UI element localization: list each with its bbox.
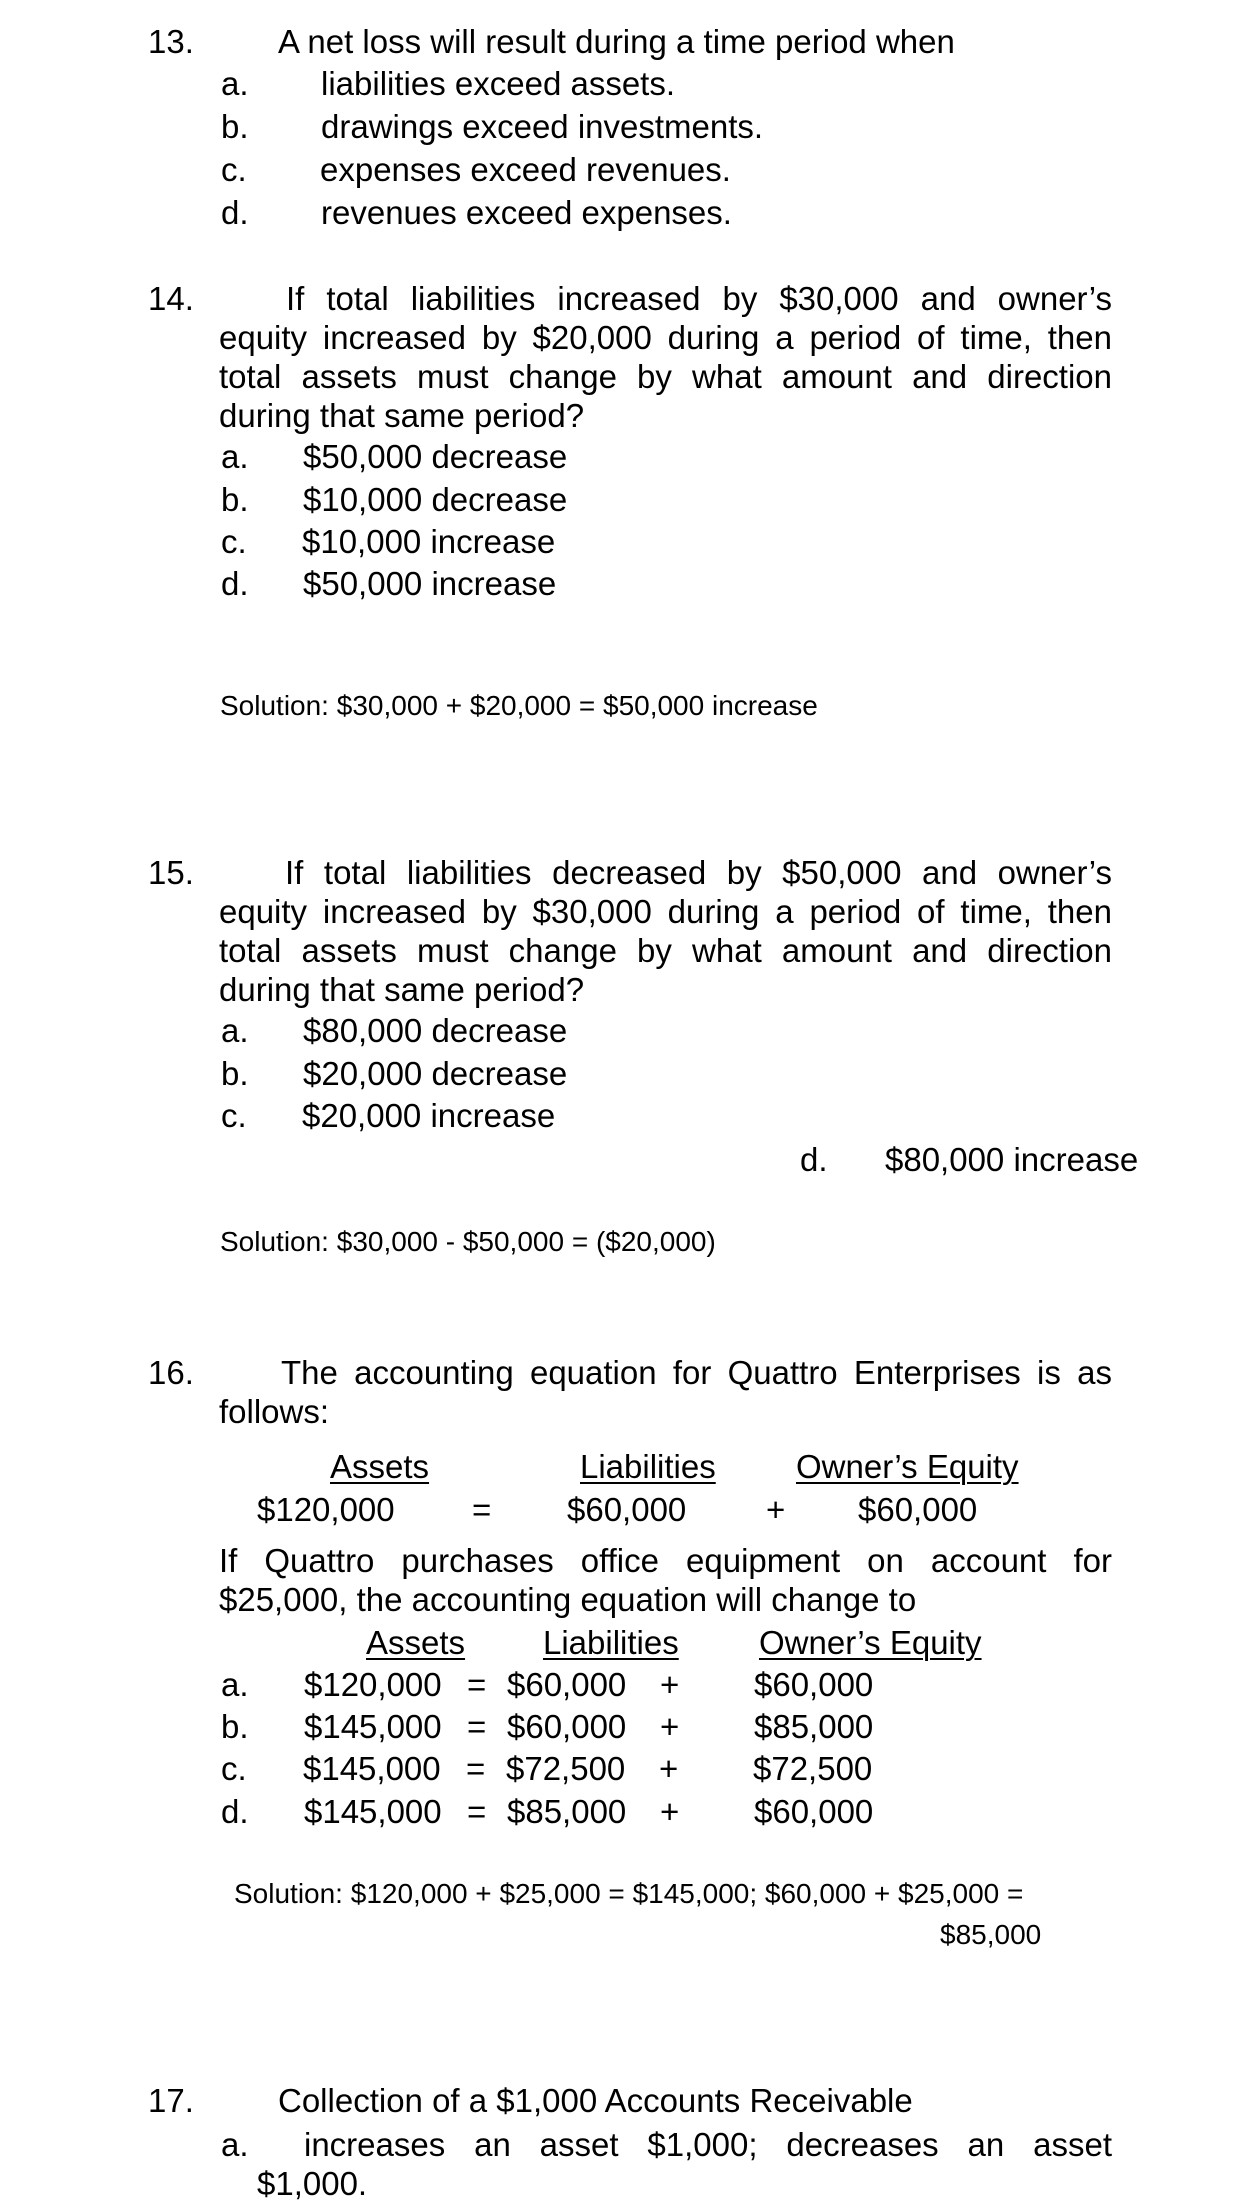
option-letter: a. [221, 65, 249, 102]
solution-text: Solution: $30,000 + $20,000 = $50,000 increase [220, 690, 818, 721]
option-equity: $60,000 [754, 1793, 874, 1830]
option-plus: + [660, 1666, 680, 1703]
question-number: 15. [148, 854, 194, 891]
option-letter: d. [221, 565, 249, 602]
question-number: 13. [148, 23, 194, 60]
options-header-assets: Assets [366, 1624, 466, 1661]
option-letter: b. [221, 1055, 249, 1092]
option-assets: $145,000 [303, 1750, 441, 1787]
option-liabilities: $72,500 [506, 1750, 626, 1787]
option-text: $20,000 increase [302, 1097, 556, 1134]
option-text: $80,000 decrease [303, 1012, 568, 1049]
option-letter: d. [800, 1141, 828, 1178]
question-stem-line: If total liabilities increased by $30,000 and owner’s [286, 280, 1112, 317]
option-equity: $85,000 [754, 1708, 874, 1745]
equation-equals: = [472, 1491, 492, 1528]
question-stem-line: during that same period? [219, 397, 585, 434]
equation-equity-value: $60,000 [858, 1491, 978, 1528]
option-letter: b. [221, 1708, 249, 1745]
option-text: $20,000 decrease [303, 1055, 568, 1092]
question-stem-line: equity increased by $20,000 during a period of time, then [219, 319, 1112, 356]
followup-line: $25,000, the accounting equation will change to [219, 1581, 917, 1618]
option-text: expenses exceed revenues. [320, 151, 731, 188]
option-liabilities: $85,000 [507, 1793, 627, 1830]
options-header-liabilities: Liabilities [543, 1624, 679, 1661]
option-text: liabilities exceed assets. [321, 65, 676, 102]
solution-text-continued: $85,000 [940, 1919, 1042, 1950]
question-stem-line: If total liabilities decreased by $50,000 and owner’s [285, 854, 1112, 891]
solution-text: Solution: $120,000 + $25,000 = $145,000; $60,000 + $25,000 = [234, 1878, 1024, 1909]
followup-line: If Quattro purchases office equipment on account for [219, 1542, 1112, 1579]
option-letter: a. [221, 438, 249, 475]
option-letter: c. [221, 523, 247, 560]
option-text: $80,000 increase [885, 1141, 1139, 1178]
option-assets: $145,000 [304, 1793, 442, 1830]
option-plus: + [659, 1750, 679, 1787]
option-equals: = [467, 1666, 487, 1703]
option-letter: b. [221, 481, 249, 518]
question-stem-line: equity increased by $30,000 during a period of time, then [219, 893, 1112, 930]
option-letter: d. [221, 194, 249, 231]
question-stem-line: follows: [219, 1393, 330, 1430]
question-number: 14. [148, 280, 194, 317]
question-stem: A net loss will result during a time period when [278, 23, 955, 60]
option-equals: = [466, 1750, 486, 1787]
option-equity: $60,000 [754, 1666, 874, 1703]
option-text-continued: $1,000. [257, 2165, 368, 2202]
equation-plus: + [766, 1491, 786, 1528]
question-number: 16. [148, 1354, 194, 1391]
question-stem-line: The accounting equation for Quattro Enterprises is as [281, 1354, 1112, 1391]
question-number: 17. [148, 2082, 194, 2119]
option-letter: b. [221, 108, 249, 145]
option-text: increases an asset $1,000; decreases an asset [304, 2126, 1112, 2163]
equation-header-liabilities: Liabilities [580, 1448, 716, 1485]
option-text: $10,000 increase [302, 523, 556, 560]
equation-header-assets: Assets [330, 1448, 430, 1485]
question-stem-line: total assets must change by what amount and direction [219, 358, 1112, 395]
option-liabilities: $60,000 [507, 1666, 627, 1703]
question-stem-line: total assets must change by what amount and direction [219, 932, 1112, 969]
option-text: revenues exceed expenses. [321, 194, 732, 231]
option-letter: a. [221, 2126, 249, 2163]
option-equals: = [467, 1708, 487, 1745]
option-text: $10,000 decrease [303, 481, 568, 518]
equation-assets-value: $120,000 [257, 1491, 395, 1528]
option-plus: + [660, 1708, 680, 1745]
option-liabilities: $60,000 [507, 1708, 627, 1745]
option-letter: a. [221, 1666, 249, 1703]
solution-text: Solution: $30,000 - $50,000 = ($20,000) [220, 1226, 716, 1257]
option-letter: a. [221, 1012, 249, 1049]
option-letter: d. [221, 1793, 249, 1830]
option-plus: + [660, 1793, 680, 1830]
question-stem-line: during that same period? [219, 971, 585, 1008]
question-stem: Collection of a $1,000 Accounts Receivable [278, 2082, 913, 2119]
equation-header-equity: Owner’s Equity [796, 1448, 1019, 1485]
option-assets: $120,000 [304, 1666, 442, 1703]
option-equals: = [467, 1793, 487, 1830]
option-equity: $72,500 [753, 1750, 873, 1787]
option-assets: $145,000 [304, 1708, 442, 1745]
option-letter: c. [221, 1097, 247, 1134]
option-letter: c. [221, 1750, 247, 1787]
option-text: drawings exceed investments. [321, 108, 764, 145]
equation-liabilities-value: $60,000 [567, 1491, 687, 1528]
option-text: $50,000 decrease [303, 438, 568, 475]
option-text: $50,000 increase [303, 565, 557, 602]
option-letter: c. [221, 151, 247, 188]
options-header-equity: Owner’s Equity [759, 1624, 982, 1661]
